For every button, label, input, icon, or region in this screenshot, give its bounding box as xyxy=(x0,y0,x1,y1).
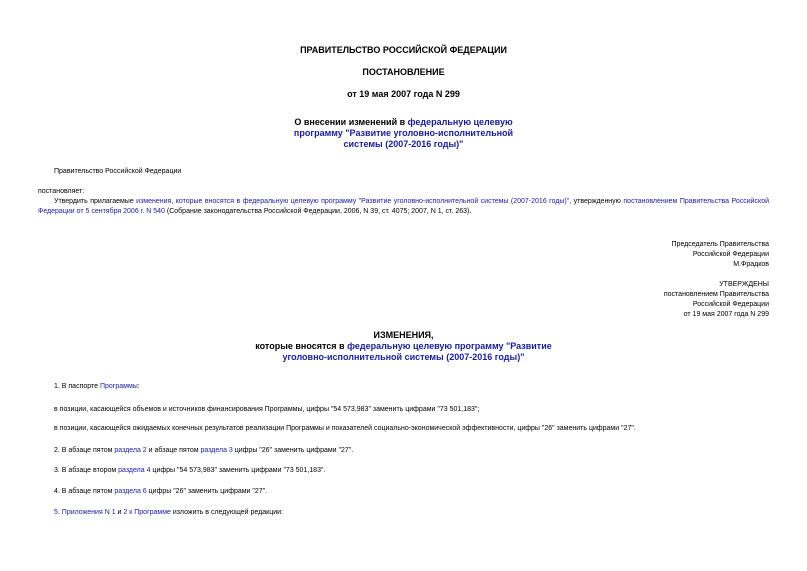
list-item-3 xyxy=(54,466,325,476)
signature-country: Российской Федерации xyxy=(692,251,769,258)
paragraph-text: , утвержденную xyxy=(569,198,624,205)
government-heading: ПРАВИТЕЛЬСТВО РОССИЙСКОЙ ФЕДЕРАЦИИ xyxy=(300,45,507,55)
list-item-1a: в позиции, касающейся объемов и источников финансирования Программы, цифры "54 573,983" заменить цифрами "73 501,183"; xyxy=(54,406,480,413)
list-item-4 xyxy=(54,487,267,497)
title-program-link-line2[interactable]: программу "Развитие уголовно-исполнительной xyxy=(293,128,514,138)
appendix-1-link[interactable]: Приложения N 1 xyxy=(61,509,116,516)
resolution-paragraph xyxy=(38,197,769,217)
item-text: цифры "26" заменить цифрами "27". xyxy=(146,488,268,495)
section-2-link[interactable]: раздела 2 xyxy=(114,447,147,454)
appendix-2-link[interactable]: 2 к Программе xyxy=(123,509,171,516)
document-type: ПОСТАНОВЛЕНИЕ xyxy=(362,67,445,77)
section-6-link[interactable]: раздела 6 xyxy=(114,488,147,495)
approved-label: УТВЕРЖДЕНЫ xyxy=(719,281,769,288)
item-text: и абзаце пятом xyxy=(146,447,201,454)
section-4-link[interactable]: раздела 4 xyxy=(118,467,151,474)
item-text: : xyxy=(137,383,140,390)
changes-link[interactable]: изменения, которые вносятся в федеральную целевую программу "Развитие уголовно-исполнительной системы (2007-2016 годы)" xyxy=(136,198,570,205)
item-text: 3. В абзаце втором xyxy=(54,467,119,474)
item-5-number-link[interactable]: 5. xyxy=(54,509,62,516)
item-text: 1. В паспорте xyxy=(54,383,100,390)
signature-title: Председатель Правительства xyxy=(671,241,769,248)
changes-program-link-line2[interactable]: уголовно-исполнительной системы (2007-2016 годы)" xyxy=(282,352,525,362)
changes-sub-prefix: которые вносятся в xyxy=(255,341,348,351)
government-body-text: Правительство Российской Федерации xyxy=(54,168,182,175)
item-text: цифры "26" заменить цифрами "27". xyxy=(232,447,354,454)
changes-heading-block xyxy=(0,330,807,363)
document-title xyxy=(0,117,807,150)
list-item-2 xyxy=(54,446,353,456)
item-text: 4. В абзаце пятом xyxy=(54,488,115,495)
paragraph-text: Утвердить прилагаемые xyxy=(54,198,137,205)
changes-program-link[interactable]: федеральную целевую программу "Развитие xyxy=(347,341,552,351)
resolves-text: постановляет: xyxy=(38,188,85,195)
approved-country: Российской Федерации xyxy=(692,301,769,308)
signature-name: М.Фрадков xyxy=(733,261,769,268)
item-text: и xyxy=(115,509,124,516)
item-text: изложить в следующей редакции: xyxy=(170,509,283,516)
changes-heading: ИЗМЕНЕНИЯ, xyxy=(373,330,434,340)
approved-by: постановлением Правительства xyxy=(663,291,769,298)
title-program-link[interactable]: федеральную целевую xyxy=(407,117,513,127)
approved-date: от 19 мая 2007 года N 299 xyxy=(683,311,769,318)
document-date-number: от 19 мая 2007 года N 299 xyxy=(347,89,460,99)
item-text: цифры "54 573,983" заменить цифрами "73 501,183". xyxy=(150,467,326,474)
title-prefix: О внесении изменений в xyxy=(294,117,408,127)
signature-block xyxy=(672,240,769,270)
program-link[interactable]: Программы xyxy=(99,383,138,390)
list-item-1 xyxy=(54,382,140,392)
item-text: 2. В абзаце пятом xyxy=(54,447,115,454)
list-item-1b: в позиции, касающейся ожидаемых конечных результатов реализации Программы и показателей социально-экономической эффективности, цифры "26" заменить цифрами "27". xyxy=(54,425,636,432)
approved-block xyxy=(664,280,769,320)
title-program-link-line3[interactable]: системы (2007-2016 годы)" xyxy=(343,139,464,149)
decree-540-link[interactable]: постановлением Правительства Российской Федерации от 5 сентября 2006 г. N 540 xyxy=(38,198,770,215)
section-3-link[interactable]: раздела 3 xyxy=(200,447,233,454)
list-item-5 xyxy=(54,508,283,518)
paragraph-text: (Собрание законодательства Российской Федерации, 2006, N 39, ст. 4075; 2007, N 1, ст. 263). xyxy=(164,208,472,215)
